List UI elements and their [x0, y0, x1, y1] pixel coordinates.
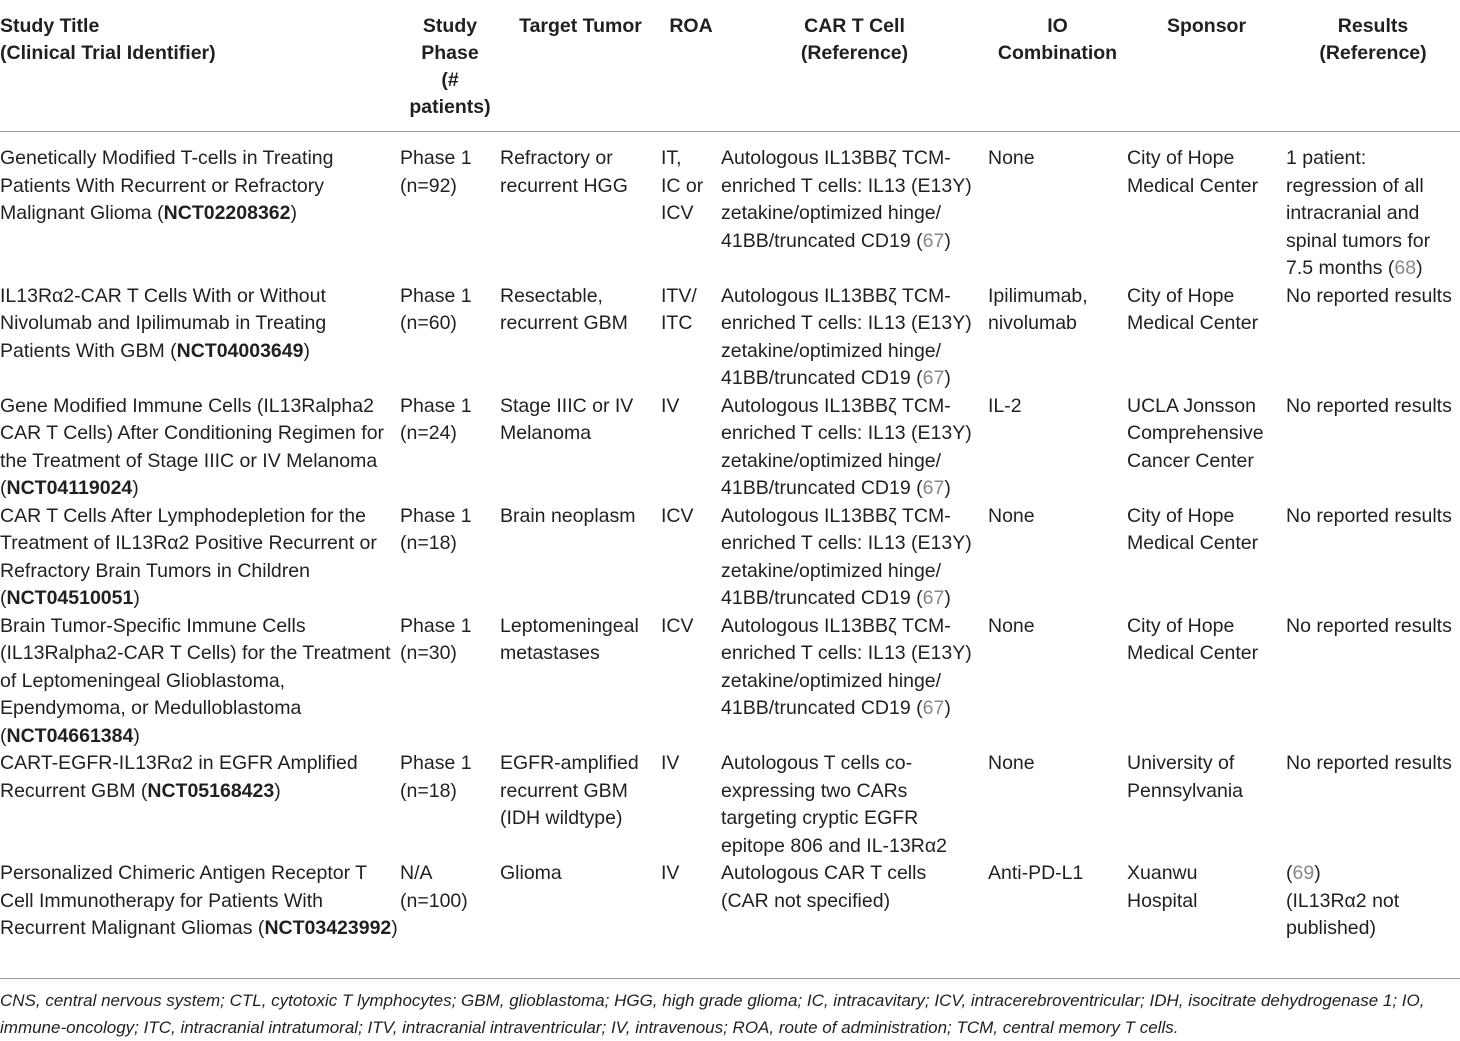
cell-sponsor: [1127, 860, 1286, 949]
cell-study-title: CART-EGFR-IL13Rα2 in EGFR Amplified Recurrent GBM (NCT05168423): [0, 752, 358, 802]
cell-study-phase: [400, 860, 500, 949]
results-after-text: ) (IL13Rα2 not published): [1286, 862, 1400, 939]
target-tumor-text: Refractory or recurrent HGG: [500, 147, 628, 197]
car-reference: 67: [922, 697, 945, 719]
table-row: [0, 613, 1460, 751]
io-combination-text: None: [988, 752, 1035, 774]
cell-target-tumor: [500, 132, 661, 283]
cell-io-combination: [988, 503, 1127, 613]
trial-identifier: NCT04119024: [6, 477, 133, 499]
results-text: No reported results: [1286, 504, 1452, 527]
io-combination-text: IL-2: [988, 394, 1022, 417]
target-tumor-text: Leptomeningeal metastases: [500, 614, 639, 664]
roa-text: IV: [661, 394, 680, 417]
target-tumor-text: Brain neoplasm: [500, 504, 636, 527]
roa-text: ICV: [661, 614, 694, 637]
cell-results: [1286, 860, 1460, 949]
cell-io-combination: [988, 393, 1127, 503]
cell-target-tumor: [500, 613, 661, 751]
results-text: (: [1286, 862, 1293, 884]
cell-roa: [661, 393, 721, 503]
cell-car-t-cell: [721, 860, 988, 949]
io-combination-text: None: [988, 504, 1035, 527]
cell-results: 1 patient: regression of all intracranial and spinal tumors for 7.5 months (68): [1286, 147, 1431, 279]
sponsor-text: City of Hope Medical Center: [1127, 614, 1259, 664]
sponsor-text: City of Hope Medical Center: [1127, 147, 1259, 197]
trial-identifier: NCT04510051: [6, 587, 134, 609]
cell-sponsor: [1127, 132, 1286, 283]
cell-target-tumor: [500, 750, 661, 860]
cell-roa: [661, 613, 721, 751]
study-phase-text: Phase 1 (n=18): [400, 504, 472, 554]
study-title-text: Genetically Modified T-cells in Treating Patients With Recurrent or Refractory Malignant Glioma (: [0, 147, 334, 224]
cell-results: [1286, 750, 1460, 860]
results-text: No reported results: [1286, 752, 1452, 774]
trial-identifier: NCT04003649: [176, 339, 304, 362]
header-target-tumor: Target Tumor: [500, 0, 661, 132]
car-t-cell-text: Autologous CAR T cells (CAR not specified): [721, 862, 927, 912]
sponsor-text: City of Hope Medical Center: [1127, 284, 1259, 334]
cell-sponsor: [1127, 393, 1286, 503]
study-phase-text: Phase 1 (n=92): [400, 147, 472, 197]
trial-identifier: NCT03423992: [264, 917, 392, 939]
cell-car-t-cell: Autologous IL13BBζ TCM- enriched T cells: IL13 (E13Y) zetakine/optimized hinge/ 41BB/truncated CD19 (67): [721, 147, 972, 252]
car-t-cell-text: Autologous T cells co- expressing two CARs targeting cryptic EGFR epitope 806 and IL-13Rα2: [721, 752, 947, 857]
study-title-text: Brain Tumor-Specific Immune Cells (IL13Ralpha2-CAR T Cells) for the Treatment of Leptomeningeal Glioblastoma, Ependymoma, or Medulloblastoma (: [0, 614, 391, 747]
header-results: Results (Reference): [1286, 0, 1460, 132]
header-row: [0, 0, 1460, 132]
study-phase-text: Phase 1 (n=24): [400, 394, 472, 444]
cell-sponsor: [1127, 750, 1286, 860]
cell-roa: [661, 750, 721, 860]
study-title-text: CAR T Cells After Lymphodepletion for the Treatment of IL13Rα2 Positive Recurrent or Refractory Brain Tumors in Children (: [0, 504, 377, 609]
cell-results: [1286, 503, 1460, 613]
io-combination-text: Anti-PD-L1: [988, 862, 1084, 884]
study-phase-text: Phase 1 (n=30): [400, 614, 472, 664]
header-roa: ROA: [661, 0, 721, 132]
cell-roa: [661, 860, 721, 949]
table-row: [0, 860, 1460, 949]
cell-target-tumor: [500, 503, 661, 613]
roa-text: IT, IC or ICV: [661, 147, 704, 224]
roa-text: ICV: [661, 504, 694, 527]
sponsor-text: City of Hope Medical Center: [1127, 504, 1259, 554]
header-io-combination: IO Combination: [988, 0, 1127, 132]
trial-identifier: NCT05168423: [147, 779, 275, 802]
table-row: [0, 503, 1460, 613]
target-tumor-text: Glioma: [500, 862, 562, 884]
cell-study-phase: [400, 283, 500, 393]
cell-sponsor: [1127, 283, 1286, 393]
cell-results: [1286, 613, 1460, 751]
cell-io-combination: [988, 860, 1127, 949]
header-sponsor: Sponsor: [1127, 0, 1286, 132]
sponsor-text: University of Pennsylvania: [1127, 752, 1243, 802]
roa-text: IV: [661, 862, 680, 884]
table-row: [0, 132, 1460, 283]
study-title-text: IL13Rα2-CAR T Cells With or Without Nivolumab and Ipilimumab in Treating Patients With GBM (: [0, 284, 327, 362]
results-text: No reported results: [1286, 284, 1452, 307]
cell-car-t-cell: Autologous IL13BBζ TCM- enriched T cells: IL13 (E13Y) zetakine/optimized hinge/ 41BB/truncated CD19 (67): [721, 394, 972, 499]
results-text: No reported results: [1286, 614, 1452, 637]
cell-car-t-cell: [721, 750, 988, 860]
car-t-cell-text: Autologous IL13BBζ TCM- enriched T cells: IL13 (E13Y) zetakine/optimized hinge/ 41BB/truncated CD19 (: [721, 147, 972, 252]
sponsor-text: UCLA Jonsson Comprehensive Cancer Center: [1127, 394, 1264, 472]
trial-identifier: NCT02208362: [163, 202, 291, 224]
cell-io-combination: [988, 613, 1127, 751]
table-body: [0, 132, 1460, 949]
cell-study-title: Gene Modified Immune Cells (IL13Ralpha2 CAR T Cells) After Conditioning Regimen for the Treatment of Stage IIIC or IV Melanoma (NCT04119024): [0, 394, 385, 499]
io-combination-text: Ipilimumab, nivolumab: [988, 284, 1088, 334]
target-tumor-text: Stage IIIC or IV Melanoma: [500, 394, 634, 444]
cell-roa: [661, 283, 721, 393]
cell-target-tumor: [500, 860, 661, 949]
cell-results: [1286, 393, 1460, 503]
car-reference: 67: [922, 587, 945, 609]
roa-text: ITV/ ITC: [661, 284, 697, 334]
car-t-cell-text: Autologous IL13BBζ TCM- enriched T cells: IL13 (E13Y) zetakine/optimized hinge/ 41BB/truncated CD19 (: [721, 284, 972, 389]
study-phase-text: Phase 1 (n=18): [400, 752, 472, 802]
cell-car-t-cell: Autologous IL13BBζ TCM- enriched T cells: IL13 (E13Y) zetakine/optimized hinge/ 41BB/truncated CD19 (67): [721, 614, 972, 719]
car-reference: 67: [922, 367, 945, 389]
cell-sponsor: [1127, 503, 1286, 613]
sponsor-text: Xuanwu Hospital: [1127, 862, 1198, 912]
car-t-cell-text: Autologous IL13BBζ TCM- enriched T cells: IL13 (E13Y) zetakine/optimized hinge/ 41BB/truncated CD19 (: [721, 614, 972, 719]
cell-car-t-cell: Autologous IL13BBζ TCM- enriched T cells: IL13 (E13Y) zetakine/optimized hinge/ 41BB/truncated CD19 (67): [721, 284, 972, 389]
roa-text: IV: [661, 752, 680, 774]
car-t-cell-text: Autologous IL13BBζ TCM- enriched T cells: IL13 (E13Y) zetakine/optimized hinge/ 41BB/truncated CD19 (: [721, 394, 972, 499]
study-title-text: Personalized Chimeric Antigen Receptor T Cell Immunotherapy for Patients With Recurrent Malignant Gliomas (: [0, 862, 367, 939]
target-tumor-text: Resectable, recurrent GBM: [500, 284, 628, 334]
cell-study-phase: [400, 750, 500, 860]
table-row: [0, 393, 1460, 503]
cell-study-phase: [400, 393, 500, 503]
cell-target-tumor: [500, 283, 661, 393]
cell-study-phase: [400, 132, 500, 283]
study-phase-text: Phase 1 (n=60): [400, 284, 472, 334]
cell-io-combination: [988, 283, 1127, 393]
cell-results: [1286, 283, 1460, 393]
cell-roa: [661, 503, 721, 613]
cell-study-title: IL13Rα2-CAR T Cells With or Without Nivolumab and Ipilimumab in Treating Patients With GBM (NCT04003649): [0, 284, 327, 362]
cell-study-phase: [400, 613, 500, 751]
cell-study-phase: [400, 503, 500, 613]
cell-io-combination: [988, 132, 1127, 283]
target-tumor-text: EGFR-amplified recurrent GBM (IDH wildtype): [500, 752, 639, 829]
study-title-text: CART-EGFR-IL13Rα2 in EGFR Amplified Recurrent GBM (: [0, 752, 358, 802]
car-t-cell-text: Autologous IL13BBζ TCM- enriched T cells: IL13 (E13Y) zetakine/optimized hinge/ 41BB/truncated CD19 (: [721, 504, 972, 609]
trial-identifier: NCT04661384: [6, 724, 134, 747]
table-footnote: CNS, central nervous system; CTL, cytotoxic T lymphocytes; GBM, glioblastoma; HGG, high grade glioma; IC, intracavitary; ICV, intracerebroventricular; IDH, isocitrate dehydrogenase 1; IO, immune-oncology; ITC, intracranial intratumoral; ITV, intracranial intraventricular; IV, intravenous; ROA, route of administration; TCM, central memory T cells.: [0, 978, 1460, 1041]
table-row: [0, 283, 1460, 393]
header-study-phase: Study Phase (# patients): [400, 0, 500, 132]
cell-roa: [661, 132, 721, 283]
io-combination-text: None: [988, 147, 1035, 169]
results-text: 1 patient: regression of all intracranial and spinal tumors for 7.5 months (: [1286, 147, 1431, 279]
io-combination-text: None: [988, 614, 1035, 637]
header-study-title: Study Title (Clinical Trial Identifier): [0, 0, 400, 132]
study-title-text: Gene Modified Immune Cells (IL13Ralpha2 CAR T Cells) After Conditioning Regimen for the Treatment of Stage IIIC or IV Melanoma (: [0, 394, 385, 499]
results-reference: 68: [1394, 257, 1417, 279]
cell-study-title: Brain Tumor-Specific Immune Cells (IL13Ralpha2-CAR T Cells) for the Treatment of Leptomeningeal Glioblastoma, Ependymoma, or Medulloblastoma (NCT04661384): [0, 614, 391, 747]
cell-study-title: Genetically Modified T-cells in Treating Patients With Recurrent or Refractory Malignant Glioma (NCT02208362): [0, 147, 334, 224]
header-car-t-cell: CAR T Cell (Reference): [721, 0, 988, 132]
car-reference: 67: [922, 229, 945, 252]
cell-sponsor: [1127, 613, 1286, 751]
cell-target-tumor: [500, 393, 661, 503]
cell-io-combination: [988, 750, 1127, 860]
results-reference: 69: [1292, 862, 1315, 884]
study-phase-text: N/A (n=100): [400, 862, 468, 912]
car-reference: 67: [922, 477, 945, 499]
cell-study-title: CAR T Cells After Lymphodepletion for the Treatment of IL13Rα2 Positive Recurrent or Refractory Brain Tumors in Children (NCT04510051): [0, 504, 377, 609]
table-row: [0, 750, 1460, 860]
results-text: No reported results: [1286, 394, 1452, 417]
cell-study-title: Personalized Chimeric Antigen Receptor T Cell Immunotherapy for Patients With Recurrent Malignant Gliomas (NCT03423992): [0, 862, 398, 939]
cell-car-t-cell: Autologous IL13BBζ TCM- enriched T cells: IL13 (E13Y) zetakine/optimized hinge/ 41BB/truncated CD19 (67): [721, 504, 972, 609]
